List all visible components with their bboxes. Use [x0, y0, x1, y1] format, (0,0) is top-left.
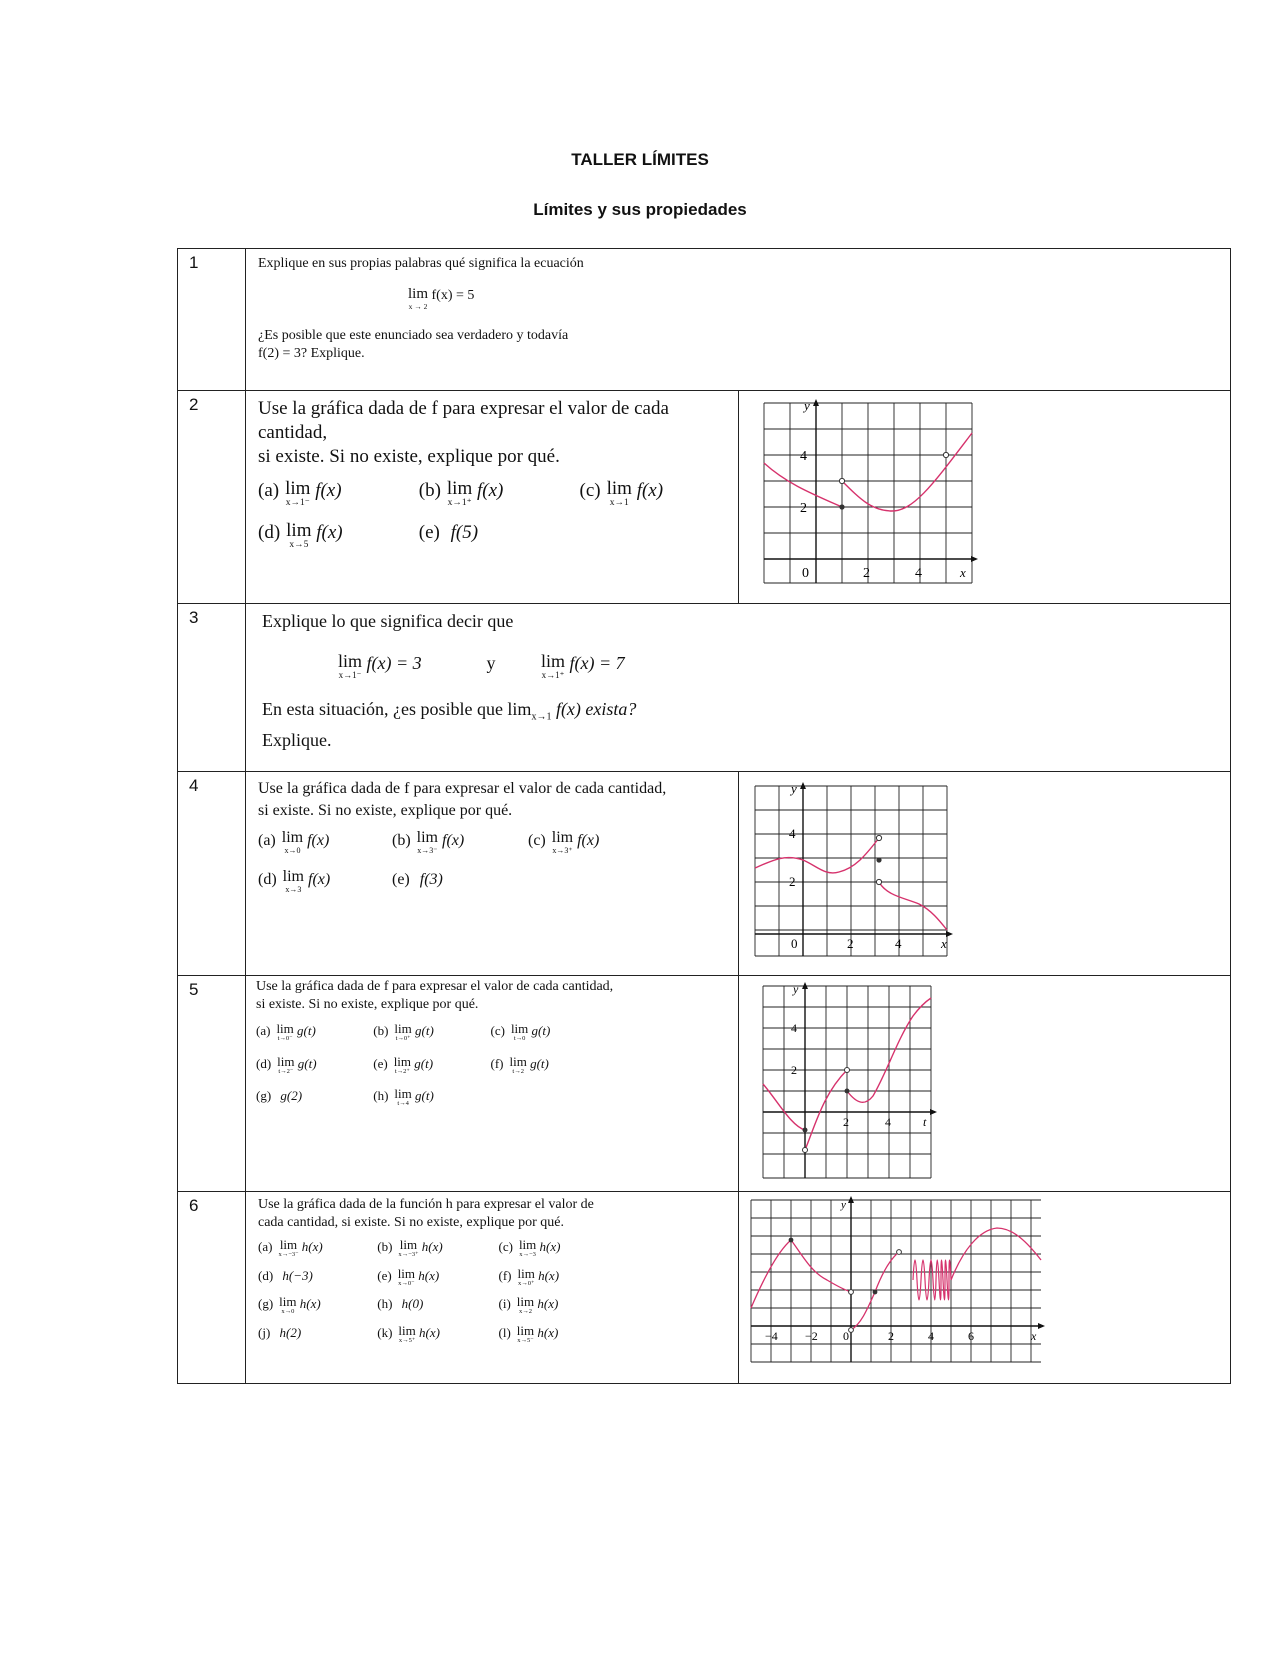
item-b: (b) lim x→3⁻ f(x) — [392, 829, 465, 855]
svg-text:4: 4 — [894, 936, 901, 951]
problem-body — [246, 1192, 739, 1384]
svg-text:2: 2 — [846, 936, 853, 951]
problem-text: Use la gráfica dada de la función h para expresar el valor de — [258, 1197, 594, 1212]
equation: lim x → 2 f(x) = 5 — [408, 286, 475, 311]
svg-text:x: x — [1030, 1329, 1036, 1343]
svg-text:0: 0 — [801, 566, 809, 581]
item-c: (c) lim x→−3 h(x) — [498, 1237, 561, 1258]
problem-text-2: si existe. Si no existe, explique por qué. — [258, 446, 560, 467]
item-g: (g) lim x→0 h(x) — [258, 1294, 321, 1315]
problem-question: En esta situación, ¿es posible que $\lim_{x\to 1} f(x)$ exista? — [262, 699, 637, 723]
svg-text:0: 0 — [790, 936, 797, 951]
problem-number: 6 — [178, 1192, 246, 1384]
item-c: (c) lim x→3⁺ f(x) — [528, 829, 600, 855]
problem-body — [246, 391, 739, 604]
svg-text:2: 2 — [887, 1329, 894, 1343]
svg-text:y: y — [840, 1199, 846, 1211]
item-d: (d) h(−3) — [258, 1267, 313, 1283]
svg-text:4: 4 — [914, 566, 922, 581]
svg-text:y: y — [792, 982, 798, 996]
item-l: (l) lim x→5⁻ h(x) — [498, 1322, 559, 1344]
svg-text:x: x — [940, 936, 947, 951]
item-e: (e) f(3) — [392, 871, 443, 888]
problem-text: Explique lo que significa decir que — [262, 611, 514, 631]
problem-body — [246, 604, 1231, 772]
item-e: (e) lim x→0⁻ h(x) — [377, 1265, 440, 1287]
graph-f-1 — [739, 391, 1148, 598]
svg-text:4: 4 — [790, 1021, 797, 1035]
problem-row-1 — [178, 249, 1231, 391]
problem-text: Explique en sus propias palabras qué significa la ecuación — [258, 256, 584, 271]
problem-number: 5 — [178, 976, 246, 1192]
item-b: (b) lim t→0⁺ g(t) — [373, 1021, 434, 1042]
problem-row-2 — [178, 391, 1231, 604]
item-j: (j) h(2) — [258, 1324, 302, 1340]
svg-text:−2: −2 — [804, 1329, 818, 1343]
problem-text-2: cada cantidad, si existe. Si no existe, explique por qué. — [258, 1215, 564, 1230]
svg-text:2: 2 — [799, 501, 807, 516]
svg-text:y: y — [803, 398, 810, 413]
svg-text:x: x — [959, 565, 966, 580]
item-a: (a) lim x→0 f(x) — [258, 829, 330, 855]
problem-text: Use la gráfica dada de f para expresar el valor de cada cantidad, — [258, 398, 669, 443]
item-c: (c) lim t→0 g(t) — [490, 1021, 551, 1042]
graph-f-2 — [739, 772, 1148, 970]
item-a: (a) lim x→−3⁻ h(x) — [258, 1237, 323, 1258]
problem-text: Use la gráfica dada de f para expresar el valor de cada cantidad, — [256, 979, 614, 994]
page-subtitle: Límites y sus propiedades — [533, 200, 747, 219]
problem-number: 3 — [178, 604, 246, 772]
item-d: (d) lim x→3 f(x) — [258, 868, 331, 894]
svg-text:2: 2 — [788, 874, 795, 889]
item-d: (d) lim x→5 f(x) — [258, 519, 343, 550]
problem-number: 1 — [178, 249, 246, 391]
problem-text: Use la gráfica dada de f para expresar el valor de cada cantidad, — [258, 780, 667, 797]
graph-cell — [738, 1192, 1231, 1384]
problem-question: ¿Es posible que este enunciado sea verdadero y todavía — [258, 327, 569, 343]
problem-question-2: Explique. — [262, 729, 332, 750]
problem-row-6 — [178, 1192, 1231, 1384]
item-e: (e) lim t→2⁺ g(t) — [373, 1053, 434, 1075]
item-h: (h) h(0) — [377, 1296, 424, 1311]
item-b: (b) lim x→−3⁺ h(x) — [377, 1237, 443, 1258]
problem-row-4 — [178, 772, 1231, 976]
page-title: TALLER LÍMITES — [571, 150, 709, 169]
svg-text:4: 4 — [799, 449, 807, 464]
item-k: (k) lim x→5⁺ h(x) — [377, 1322, 440, 1344]
svg-text:2: 2 — [862, 566, 870, 581]
problem-body — [246, 976, 739, 1192]
problem-row-3 — [178, 604, 1231, 772]
item-i: (i) lim x→2 h(x) — [498, 1294, 559, 1315]
item-f: (f) lim t→2 g(t) — [490, 1053, 549, 1075]
graph-cell — [738, 391, 1231, 604]
problem-question-2: f(2) = 3? Explique. — [258, 345, 365, 361]
item-f: (f) lim x→0⁺ h(x) — [498, 1265, 560, 1287]
item-b: (b) lim x→1⁺ f(x) — [418, 478, 504, 508]
graph-h — [739, 1192, 1148, 1378]
problem-body — [246, 772, 739, 976]
item-g: (g) g(2) — [256, 1088, 303, 1103]
item-h: (h) lim t→4 g(t) — [373, 1086, 434, 1107]
problem-row-5 — [178, 976, 1231, 1192]
graph-cell — [738, 772, 1231, 976]
graph-cell — [738, 976, 1231, 1192]
svg-text:4: 4 — [927, 1329, 934, 1343]
svg-text:2: 2 — [790, 1063, 797, 1077]
problem-body — [246, 249, 1231, 391]
svg-text:2: 2 — [842, 1115, 849, 1129]
item-d: (d) lim t→2⁻ g(t) — [256, 1053, 317, 1075]
problem-text-2: si existe. Si no existe, explique por qué. — [256, 997, 479, 1012]
svg-text:0: 0 — [842, 1329, 849, 1343]
problem-number: 4 — [178, 772, 246, 976]
graph-g — [739, 976, 1148, 1186]
svg-text:−4: −4 — [764, 1329, 778, 1343]
item-e: (e) f(5) — [418, 521, 479, 543]
item-a: (a) lim x→1⁻ f(x) — [258, 478, 342, 508]
svg-text:y: y — [790, 781, 797, 796]
svg-text:6: 6 — [967, 1329, 974, 1343]
item-c: (c) lim x→1 f(x) — [579, 478, 664, 508]
svg-text:4: 4 — [788, 826, 795, 841]
svg-text:t: t — [922, 1115, 926, 1129]
exercise-table — [177, 248, 1231, 1384]
problem-number: 2 — [178, 391, 246, 604]
svg-text:4: 4 — [884, 1115, 891, 1129]
problem-text-2: si existe. Si no existe, explique por qué. — [258, 802, 513, 819]
equation: lim x→1⁻ f(x) = 3 y lim x→1⁺ f(x) = 7 — [338, 651, 625, 680]
item-a: (a) lim t→0⁻ g(t) — [256, 1021, 316, 1042]
